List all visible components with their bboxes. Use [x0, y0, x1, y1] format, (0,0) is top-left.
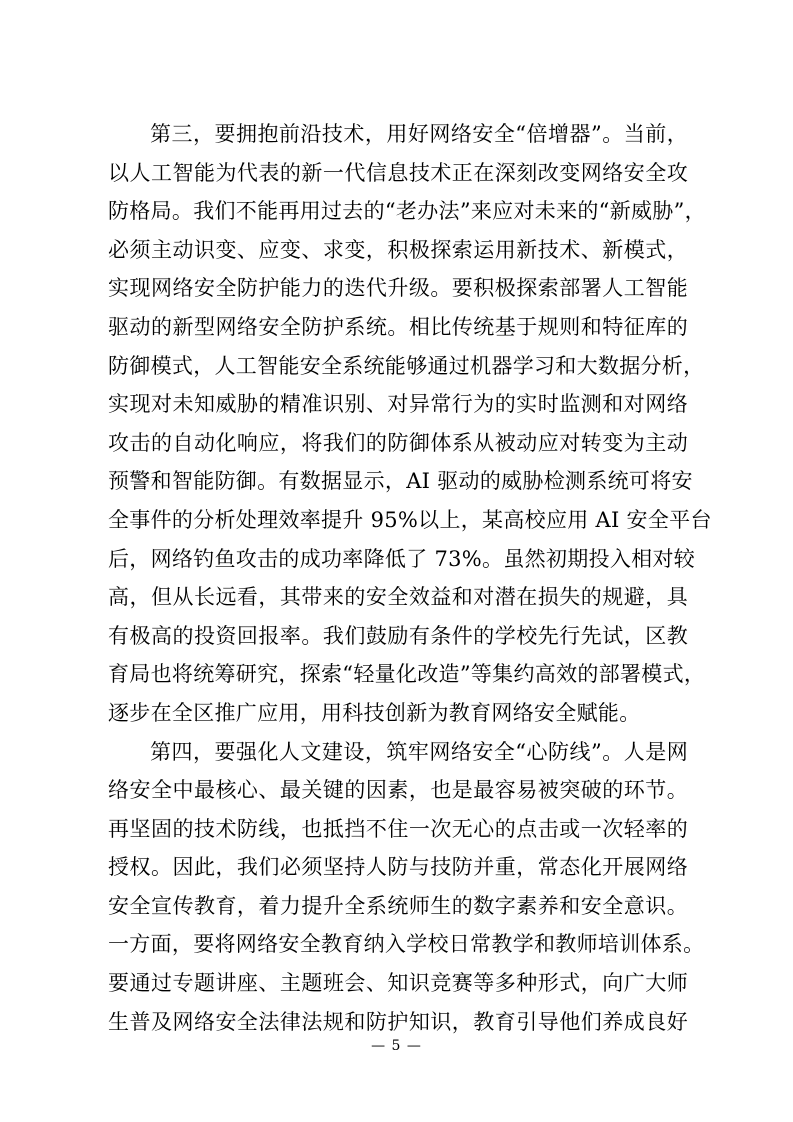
text-line: 防御模式，人工智能安全系统能够通过机器学习和大数据分析，	[108, 353, 705, 378]
text-line: 生普及网络安全法律法规和防护知识，教育引导他们养成良好	[108, 1009, 688, 1034]
text-line: 授权。因此，我们必须坚持人防与技防并重，常态化开展网络	[108, 855, 688, 880]
text-line: 防格局。我们不能再用过去的“老办法”来应对未来的“新威胁”，	[108, 199, 706, 224]
body-text	[108, 115, 712, 1041]
text-line: 络安全中最核心、最关键的因素，也是最容易被突破的环节。	[108, 778, 688, 803]
text-line: 预警和智能防御。有数据显示，AI 驱动的威胁检测系统可将安	[108, 469, 693, 494]
text-line: 第四，要强化人文建设，筑牢网络安全“心防线”。人是网	[150, 739, 688, 764]
text-line: 安全宣传教育，着力提升全系统师生的数字素养和安全意识。	[108, 893, 688, 918]
text-line: 要通过专题讲座、主题班会、知识竞赛等多种形式，向广大师	[108, 971, 688, 996]
text-line: 必须主动识变、应变、求变，积极探索运用新技术、新模式，	[108, 237, 688, 262]
text-line: 有极高的投资回报率。我们鼓励有条件的学校先行先试，区教	[108, 623, 688, 648]
text-line: 实现对未知威胁的精准识别、对异常行为的实时监测和对网络	[108, 392, 688, 417]
page-number: — 5 —	[371, 1038, 422, 1054]
text-line: 以人工智能为代表的新一代信息技术正在深刻改变网络安全攻	[108, 160, 688, 185]
paragraph	[108, 115, 712, 733]
text-line: 高，但从长远看，其带来的安全效益和对潜在损失的规避，具	[108, 585, 688, 610]
text-line: 攻击的自动化响应，将我们的防御体系从被动应对转变为主动	[108, 430, 688, 455]
text-line: 全事件的分析处理效率提升 95%以上，某高校应用 AI 安全平台	[108, 507, 712, 532]
text-line: 再坚固的技术防线，也抵挡不住一次无心的点击或一次轻率的	[108, 816, 688, 841]
text-line: 逐步在全区推广应用，用科技创新为教育网络安全赋能。	[108, 700, 641, 725]
text-line: 一方面，要将网络安全教育纳入学校日常教学和教师培训体系。	[108, 932, 705, 957]
text-line: 后，网络钓鱼攻击的成功率降低了 73%。虽然初期投入相对较	[108, 546, 696, 571]
text-line: 育局也将统筹研究，探索“轻量化改造”等集约高效的部署模式，	[108, 662, 706, 687]
text-line: 驱动的新型网络安全防护系统。相比传统基于规则和特征库的	[108, 314, 688, 339]
text-line: 实现网络安全防护能力的迭代升级。要积极探索部署人工智能	[108, 276, 688, 301]
text-line: 第三，要拥抱前沿技术，用好网络安全“倍增器”。当前，	[150, 122, 688, 146]
paragraph	[108, 733, 705, 1042]
